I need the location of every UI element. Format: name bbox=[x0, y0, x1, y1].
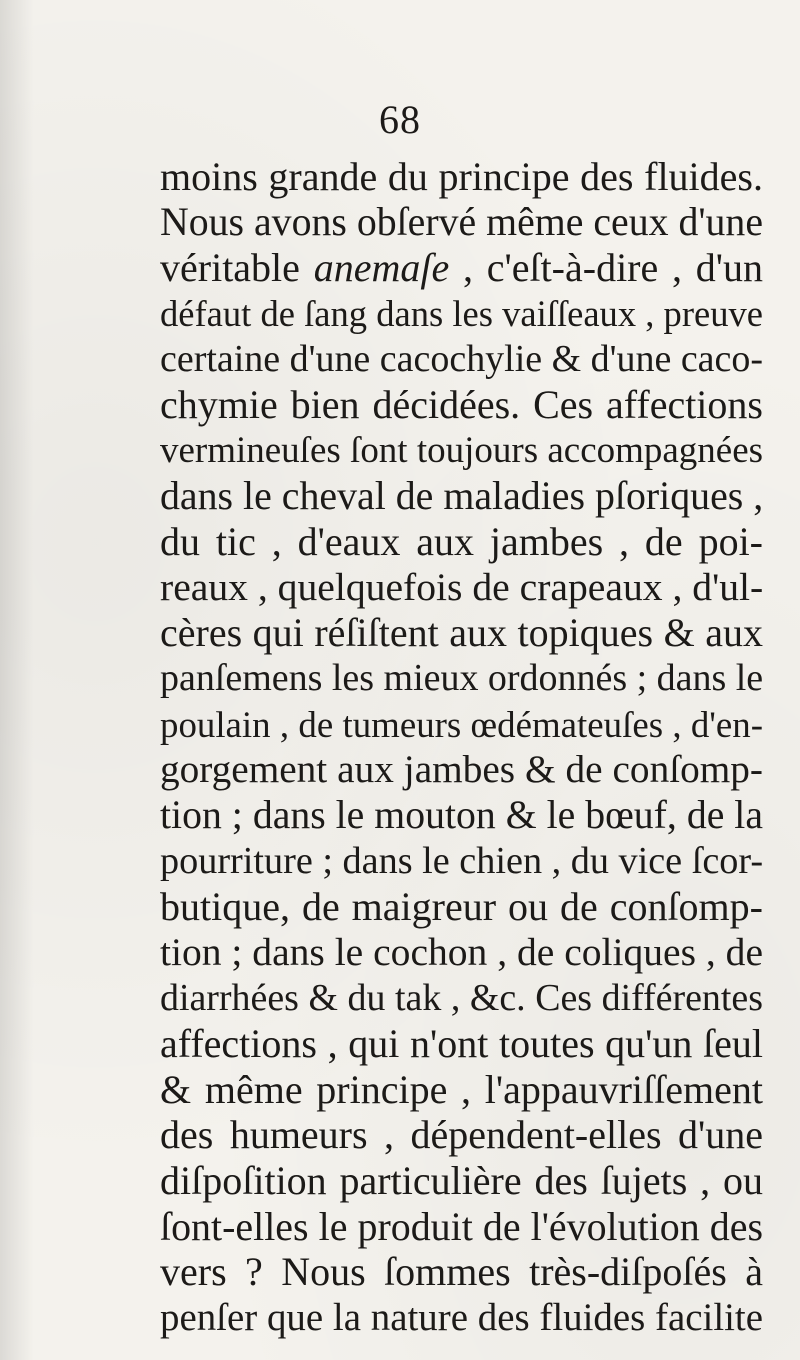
text-line: des humeurs , dépendent-elles d'une bbox=[160, 1112, 763, 1158]
page-number: 68 bbox=[379, 97, 421, 142]
text-line: ſont-elles le produit de l'évolution des bbox=[160, 1203, 763, 1249]
text-line: tion ; dans le cochon , de coliques , de bbox=[160, 929, 763, 974]
text-line: chymie bien décidées. Ces affections bbox=[160, 382, 763, 428]
text-line: diſpoſition particulière des ſujets , ou bbox=[160, 1158, 763, 1204]
gutter-shadow bbox=[0, 0, 34, 1360]
text-line: Nous avons obſervé même ceux d'une bbox=[160, 199, 763, 244]
text-line: vermineuſes ſont toujours accompagnées bbox=[160, 429, 763, 471]
text-line: tion ; dans le mouton & le bœuf, de la bbox=[160, 792, 763, 837]
text-line: dans le cheval de maladies pſoriques , bbox=[160, 473, 764, 519]
text-line: pourriture ; dans le chien , du vice ſcor- bbox=[160, 839, 764, 882]
text-line: du tic , d'eaux aux jambes , de poi- bbox=[160, 519, 763, 565]
text-line: panſemens les mieux ordonnés ; dans le bbox=[160, 657, 764, 700]
text-line: gorgement aux jambes & de conſomp- bbox=[160, 748, 763, 792]
text-line: poulain , de tumeurs œdémateuſes , d'en- bbox=[160, 703, 763, 745]
text-line: & même principe , l'appauvriſſement bbox=[160, 1066, 763, 1112]
text-line: certaine d'une cacochylie & d'une caco- bbox=[160, 337, 763, 380]
text-line: butique, de maigreur ou de conſomp- bbox=[160, 884, 763, 930]
text-line: diarrhées & du tak , &c. Ces différentes bbox=[160, 976, 763, 1019]
text-line: penſer que la nature des fluides facilite bbox=[160, 1296, 763, 1340]
text-line: reaux , quelquefois de crapeaux , d'ul- bbox=[160, 564, 764, 609]
body-text bbox=[160, 154, 763, 1341]
text-line: cères qui réſiſtent aux topiques & aux bbox=[160, 610, 763, 656]
text-line: véritable anemaſe , c'eſt-à-dire , d'un bbox=[160, 245, 763, 291]
text-line: moins grande du principe des fluides. bbox=[160, 154, 763, 199]
text-line: affections , qui n'ont toutes qu'un ſeul bbox=[160, 1021, 763, 1067]
text-line: vers ? Nous ſommes très-diſpoſés à bbox=[160, 1249, 763, 1295]
text-line: défaut de ſang dans les vaiſſeaux , preuve bbox=[160, 292, 763, 334]
